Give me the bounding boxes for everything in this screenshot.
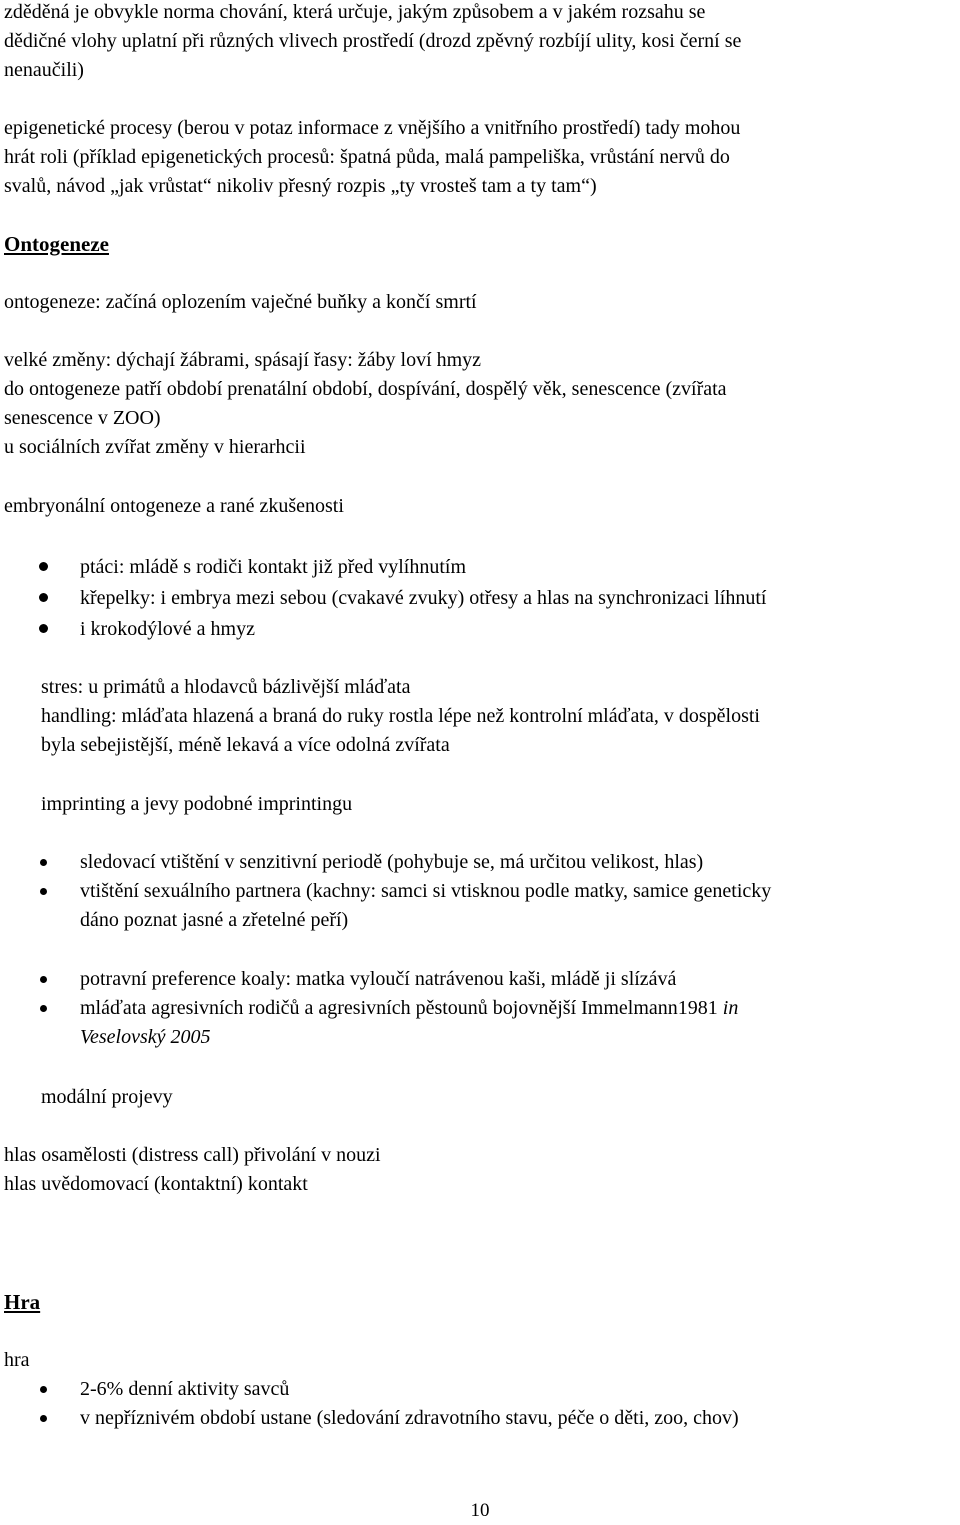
bullet-icon (40, 888, 47, 895)
page-number: 10 (470, 1500, 490, 1521)
hra-heading: Hra (4, 1290, 41, 1314)
epigenetic-line-2: hrát roli (příklad epigenetických procesů: špatná půda, malá pampeliška, vrůstání nervů do (4, 146, 730, 168)
embryonic-item-2: křepelky: i embrya mezi sebou (cvakavé zvuky) otřesy a hlas na synchronizaci líhnutí (80, 587, 767, 609)
embryonic-item-3: i krokodýlové a hmyz (80, 618, 255, 640)
imprinting-item-4 (80, 996, 738, 1020)
intro-line-3: nenaučili) (4, 59, 84, 81)
imprinting-item-4-cont: Veselovský 2005 (80, 1026, 211, 1048)
changes-line-1: velké změny: dýchají žábrami, spásají řasy: žáby loví hmyz (4, 349, 482, 371)
changes-line-4: u sociálních zvířat změny v hierarhcii (4, 436, 306, 458)
bullet-icon (40, 1005, 47, 1012)
changes-line-2: do ontogeneze patří období prenatální období, dospívání, dospělý věk, senescence (zvířata (4, 378, 727, 400)
hra-item-1: 2-6% denní aktivity savců (80, 1378, 290, 1400)
ontogeneze-heading: Ontogeneze (4, 232, 109, 256)
bullet-icon (40, 1415, 47, 1422)
imprinting-title: imprinting a jevy podobné imprintingu (41, 793, 353, 815)
stress-line-3: byla sebejistější, méně lekavá a více odolná zvířata (41, 734, 450, 756)
intro-line-1: zděděná je obvykle norma chování, která určuje, jakým způsobem a v jakém rozsahu se (4, 1, 706, 23)
epigenetic-line-1: epigenetické procesy (berou v potaz informace z vnějšího a vnitřního prostředí) tady mohou (4, 117, 741, 139)
embryonic-title: embryonální ontogeneze a rané zkušenosti (4, 495, 344, 517)
imprinting-item-2: vtištění sexuálního partnera (kachny: samci si vtisknou podle matky, samice geneticky (80, 880, 772, 902)
embryonic-item-1: ptáci: mládě s rodiči kontakt již před vylíhnutím (80, 556, 467, 578)
imprinting-item-3: potravní preference koaly: matka vyloučí natrávenou kaši, mládě ji slízává (80, 968, 677, 990)
bullet-icon (40, 859, 47, 866)
bullet-icon (40, 1386, 47, 1393)
stress-line-2: handling: mláďata hlazená a braná do ruky rostla lépe než kontrolní mláďata, v dospělosti (41, 705, 760, 727)
stress-line-1: stres: u primátů a hlodavců bázlivější mláďata (41, 676, 411, 698)
hra-intro: hra (4, 1349, 30, 1371)
epigenetic-line-3: svalů, návod „jak vrůstat“ nikoliv přesný rozpis „ty vrosteš tam a ty tam“) (4, 175, 597, 197)
call-line-1: hlas osamělosti (distress call) přivolání v nouzi (4, 1144, 381, 1166)
intro-line-2: dědičné vlohy uplatní při různých vlivech prostředí (drozd zpěvný rozbíjí ulity, kosi černí se (4, 30, 742, 52)
bullet-icon (39, 593, 48, 602)
bullet-icon (39, 624, 48, 633)
changes-line-3: senescence v ZOO) (4, 407, 161, 429)
imprinting-item-2-cont: dáno poznat jasné a zřetelné peří) (80, 909, 349, 931)
ontogeneze-definition: ontogeneze: začíná oplozením vaječné buňky a končí smrtí (4, 291, 477, 313)
modal-title: modální projevy (41, 1086, 173, 1108)
imprinting-item-1: sledovací vtištění v senzitivní periodě (pohybuje se, má určitou velikost, hlas) (80, 851, 704, 873)
bullet-icon (40, 976, 47, 983)
hra-item-2: v nepříznivém období ustane (sledování zdravotního stavu, péče o děti, zoo, chov) (80, 1407, 739, 1429)
call-line-2: hlas uvědomovací (kontaktní) kontakt (4, 1173, 308, 1195)
imprinting-item-4-in: in (722, 997, 739, 1019)
bullet-icon (39, 562, 48, 571)
imprinting-item-4-text: mláďata agresivních rodičů a agresivních pěstounů bojovnější Immelmann1981 (80, 997, 723, 1019)
